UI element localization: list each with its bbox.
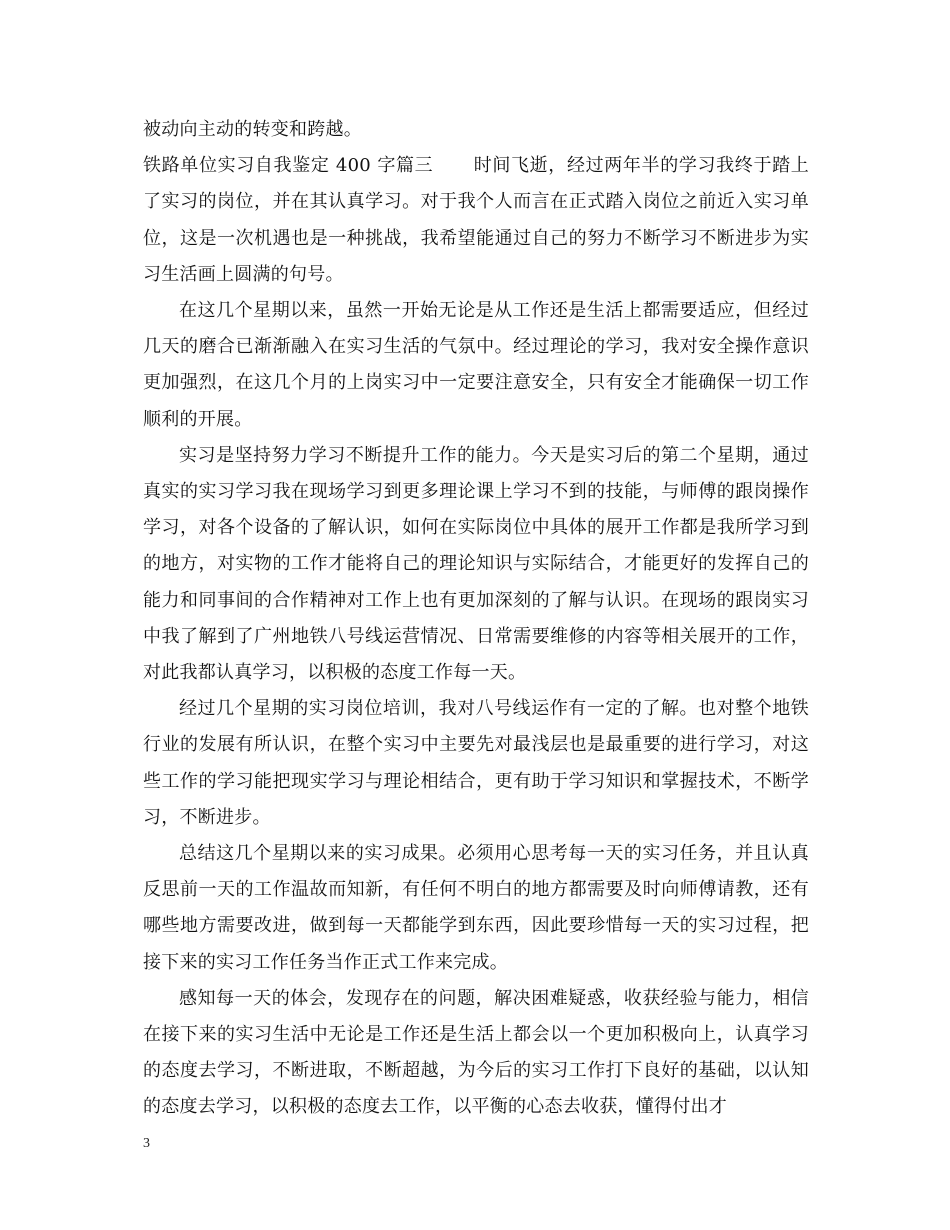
- lead-line: 被动向主动的转变和跨越。: [143, 119, 362, 140]
- body-paragraph-5: 感知每一天的体会，发现存在的问题，解决困难疑惑，收获经验与能力，相信在接下来的实习生活中无论是工作还是生活上都会以一个更加积极向上，认真学习的态度去学习，不断进取，不断超越，为今后的实习工作打下良好的基础，以认知的态度去学习，以积极的态度去工作，以平衡的心态去收获，懂得付出才: [143, 987, 809, 1118]
- section-intro: 时间飞逝，经过两年半的学习我终于踏上了实习的岗位，并在其认真学习。对于我个人而言在正式踏入岗位之前近入实习单位，这是一次机遇也是一种挑战，我希望能通过自己的努力不断学习不断进步为实习生活画上圆满的句号。: [143, 155, 809, 285]
- body-paragraph-4: 总结这几个星期以来的实习成果。必须用心思考每一天的实习任务，并且认真反思前一天的工作温故而知新，有任何不明白的地方都需要及时向师傅请教，还有哪些地方需要改进，做到每一天都能学到东西，因此要珍惜每一天的实习过程，把接下来的实习工作任务当作正式工作来完成。: [143, 843, 809, 973]
- body-paragraph-2: 实习是坚持努力学习不断提升工作的能力。今天是实习后的第二个星期，通过真实的实习学习我在现场学习到更多理论课上学习不到的技能，与师傅的跟岗操作学习，对各个设备的了解认识，如何在实际岗位中具体的展开工作都是我所学习到的地方，对实物的工作才能将自己的理论知识与实际结合，才能更好的发挥自己的能力和同事间的合作精神对工作上也有更加深刻的了解与认识。在现场的跟岗实习中我了解到了广州地铁八号线运营情况、日常需要维修的内容等相关展开的工作，对此我都认真学习，以积极的态度工作每一天。: [143, 444, 809, 684]
- section-title: 铁路单位实习自我鉴定 400 字篇三: [143, 155, 434, 177]
- document-body: [143, 112, 809, 1126]
- body-paragraph-3: 经过几个星期的实习岗位培训，我对八号线运作有一定的了解。也对整个地铁行业的发展有所认识，在整个实习中主要先对最浅层也是最重要的进行学习，对这些工作的学习能把现实学习与理论相结合，更有助于学习知识和掌握技术，不断学习，不断进步。: [143, 698, 809, 828]
- page-number: 3: [143, 1136, 150, 1151]
- body-paragraph-1: 在这几个星期以来，虽然一开始无论是从工作还是生活上都需要适应，但经过几天的磨合已渐渐融入在实习生活的气氛中。经过理论的学习，我对安全操作意识更加强烈，在这几个月的上岗实习中一定要注意安全，只有安全才能确保一切工作顺利的开展。: [143, 300, 809, 430]
- section-heading-paragraph: [143, 148, 809, 293]
